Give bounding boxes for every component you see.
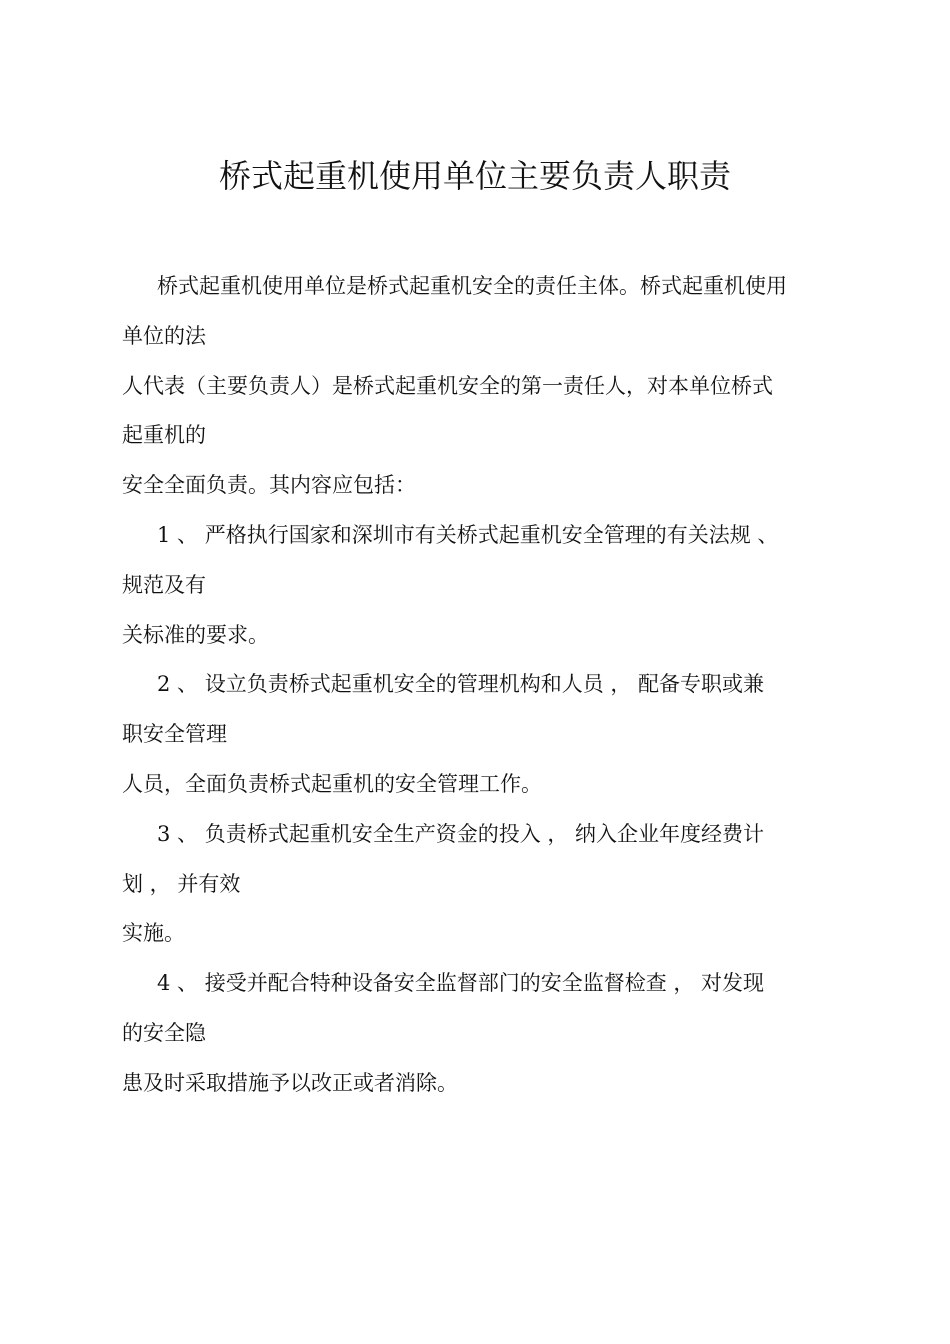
list-item-4-line: 的安全隐 (122, 1020, 206, 1045)
list-item-2-line: 2 、 设立负责桥式起重机安全的管理机构和人员 ， 配备专职或兼 (157, 672, 765, 697)
list-item-1-line: 1 、 严格执行国家和深圳市有关桥式起重机安全管理的有关法规 、 (157, 522, 779, 547)
list-item-1-line: 规范及有 (122, 572, 206, 597)
list-item-3-line: 划 ， 并有效 (122, 871, 241, 896)
document-body (122, 262, 828, 1109)
page-title: 桥式起重机使用单位主要负责人职责 (218, 157, 731, 195)
list-item-2-line: 人员，全面负责桥式起重机的安全管理工作。 (122, 771, 542, 796)
paragraph-line: 安全全面负责。其内容应包括： (122, 473, 416, 498)
list-item-4-line: 4 、 接受并配合特种设备安全监督部门的安全监督检查 ， 对发现 (157, 971, 765, 996)
list-item-4-line: 患及时采取措施予以改正或者消除。 (122, 1070, 458, 1095)
paragraph-line: 单位的法 (122, 323, 206, 348)
list-item-2-line: 职安全管理 (122, 722, 227, 747)
list-item-3-line: 3 、 负责桥式起重机安全生产资金的投入 ， 纳入企业年度经费计 (157, 821, 765, 846)
paragraph-line: 起重机的 (122, 423, 206, 448)
list-item-3-line: 实施。 (122, 921, 185, 946)
list-item-1-line: 关标准的要求。 (122, 622, 269, 647)
paragraph-line: 桥式起重机使用单位是桥式起重机安全的责任主体。桥式起重机使用 (157, 274, 787, 298)
paragraph-line: 人代表（主要负责人）是桥式起重机安全的第一责任人，对本单位桥式 (122, 373, 773, 398)
